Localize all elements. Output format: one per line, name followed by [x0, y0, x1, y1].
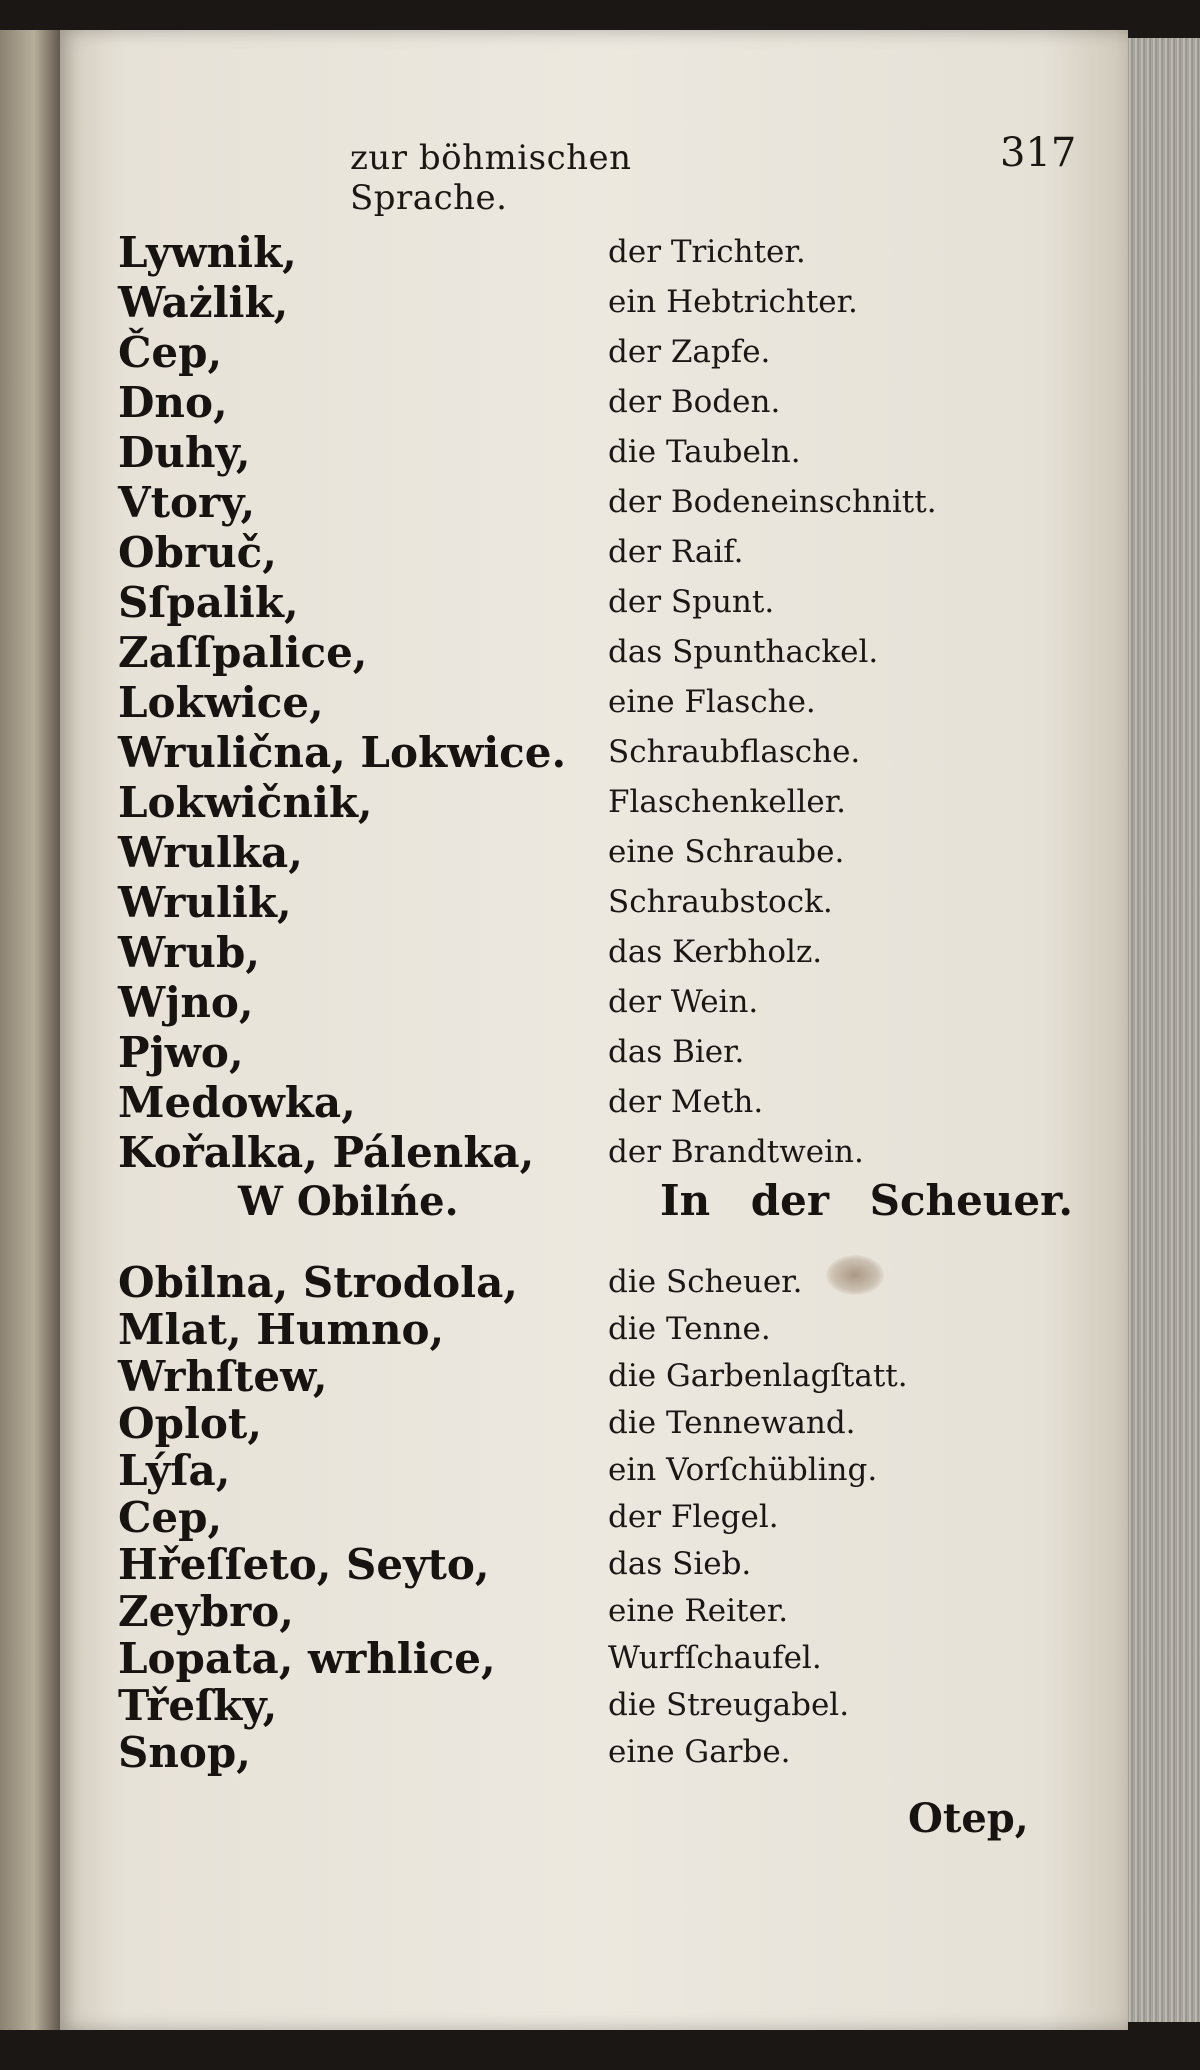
german-term: das Spunthackel.: [608, 634, 879, 670]
german-term: das Kerbholz.: [608, 934, 823, 970]
german-term: der Raif.: [608, 534, 744, 570]
czech-term: Wrub,: [118, 928, 260, 977]
czech-term: Duhy,: [118, 428, 251, 477]
czech-term: Lokwičnik,: [118, 778, 373, 827]
list-item: [0, 328, 1128, 378]
czech-term: Obruč,: [118, 528, 277, 577]
german-term: eine Garbe.: [608, 1734, 791, 1770]
german-term: das Sieb.: [608, 1546, 752, 1582]
czech-term: Dno,: [118, 378, 228, 427]
german-term: ein Vorſchübling.: [608, 1452, 878, 1488]
german-term: der Flegel.: [608, 1499, 779, 1535]
list-item: [0, 828, 1128, 878]
czech-term: Wrulka,: [118, 828, 303, 877]
list-item: [0, 928, 1128, 978]
list-item: [0, 978, 1128, 1028]
czech-term: Oplot,: [118, 1399, 262, 1448]
list-item: [0, 678, 1128, 728]
czech-term: Lýſa,: [118, 1446, 231, 1495]
czech-term: Lywnik,: [118, 228, 297, 277]
list-item: [0, 1493, 1128, 1543]
german-term: die Scheuer.: [608, 1264, 803, 1300]
czech-term: Medowka,: [118, 1078, 356, 1127]
list-item: [0, 1634, 1128, 1684]
czech-term: Zeybro,: [118, 1587, 294, 1636]
czech-term: Wrulik,: [118, 878, 292, 927]
catchword: Otep,: [908, 1795, 1029, 1842]
czech-term: Kořalka, Pálenka,: [118, 1128, 535, 1177]
german-term: Flaschenkeller.: [608, 784, 847, 820]
list-item: [0, 228, 1128, 278]
list-item: [0, 1728, 1128, 1778]
german-section-title: In der Scheuer.: [660, 1176, 1073, 1225]
czech-term: Obilna, Strodola,: [118, 1258, 518, 1307]
czech-term: Snop,: [118, 1728, 251, 1777]
czech-term: Mlat, Humno,: [118, 1305, 445, 1354]
list-item: [0, 1028, 1128, 1078]
german-term: der Spunt.: [608, 584, 775, 620]
german-term: der Trichter.: [608, 234, 806, 270]
german-term: eine Flasche.: [608, 684, 816, 720]
list-item: [0, 1399, 1128, 1449]
list-item: [0, 628, 1128, 678]
czech-term: Vtory,: [118, 478, 256, 527]
ink-stain: [826, 1255, 884, 1295]
czech-term: Wjno,: [118, 978, 254, 1027]
page-number: 317: [1000, 130, 1077, 176]
czech-term: Čep,: [118, 328, 223, 377]
czech-section-title: W Obilńe.: [238, 1178, 459, 1225]
list-item: [0, 428, 1128, 478]
german-term: der Boden.: [608, 384, 781, 420]
german-term: die Garbenlagſtatt.: [608, 1358, 908, 1394]
german-term: die Tenne.: [608, 1311, 771, 1347]
czech-term: Cep,: [118, 1493, 223, 1542]
list-item: [0, 478, 1128, 528]
czech-term: Pjwo,: [118, 1028, 244, 1077]
german-term: der Bodeneinschnitt.: [608, 484, 937, 520]
list-item: [0, 1078, 1128, 1128]
german-term: das Bier.: [608, 1034, 745, 1070]
list-item: [0, 1540, 1128, 1590]
german-term: der Wein.: [608, 984, 759, 1020]
list-item: [0, 528, 1128, 578]
german-term: Schraubstock.: [608, 884, 833, 920]
german-term: die Tennewand.: [608, 1405, 856, 1441]
list-item: [0, 278, 1128, 328]
list-item: [0, 378, 1128, 428]
list-item: [0, 878, 1128, 928]
list-item: [0, 778, 1128, 828]
german-term: der Meth.: [608, 1084, 764, 1120]
german-term: die Streugabel.: [608, 1687, 850, 1723]
list-item: [0, 1587, 1128, 1637]
list-item: [0, 1258, 1128, 1308]
czech-term: Sſpalik,: [118, 578, 299, 627]
list-item: [0, 1446, 1128, 1496]
czech-term: Wrulična, Lokwice.: [118, 728, 567, 777]
german-term: Schraubflasche.: [608, 734, 861, 770]
czech-term: Ważlik,: [118, 278, 289, 327]
german-term: der Brandtwein.: [608, 1134, 864, 1170]
czech-term: Wrhſtew,: [118, 1352, 328, 1401]
czech-term: Zaſſpalice,: [118, 628, 368, 677]
list-item: [0, 1352, 1128, 1402]
german-term: eine Schraube.: [608, 834, 845, 870]
section-heading: [0, 1178, 1128, 1238]
german-term: Wurfſchaufel.: [608, 1640, 822, 1676]
list-item: [0, 1128, 1128, 1178]
czech-term: Lokwice,: [118, 678, 324, 727]
list-item: [0, 1681, 1128, 1731]
list-item: [0, 1305, 1128, 1355]
german-term: eine Reiter.: [608, 1593, 789, 1629]
list-item: [0, 728, 1128, 778]
czech-term: Hřeſſeto, Seyto,: [118, 1540, 490, 1589]
running-title: zur böhmischen Sprache.: [350, 138, 632, 218]
czech-term: Třeſky,: [118, 1681, 278, 1730]
list-item: [0, 578, 1128, 628]
german-term: ein Hebtrichter.: [608, 284, 858, 320]
german-term: der Zapfe.: [608, 334, 771, 370]
czech-term: Lopata, wrhlice,: [118, 1634, 496, 1683]
german-term: die Taubeln.: [608, 434, 801, 470]
